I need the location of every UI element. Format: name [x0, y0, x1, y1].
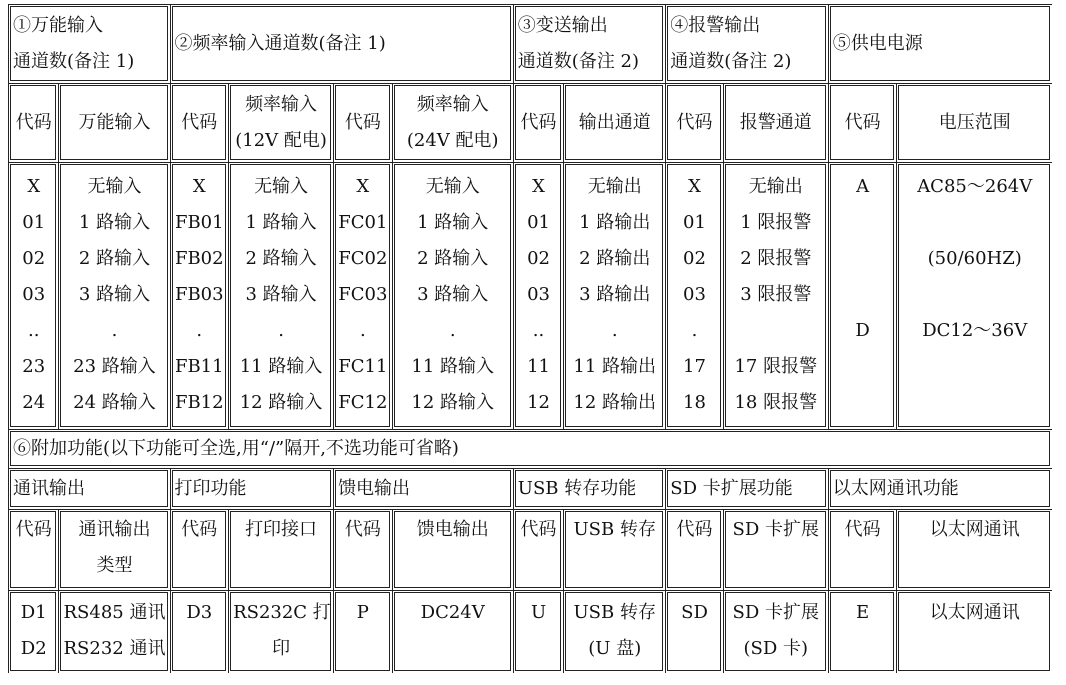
- table-cell: 2 路输入: [78, 248, 151, 269]
- table-cell: 23: [22, 356, 46, 377]
- section-title: [513, 4, 665, 83]
- column-header-line: 报警通道: [739, 112, 812, 133]
- section-title-line: 通道数(备注 2): [670, 51, 792, 72]
- table-cell: 17: [683, 356, 706, 377]
- feature-value-cell: [896, 590, 1052, 673]
- table-cell: 2 限报警: [740, 248, 812, 269]
- feature-value-cell: [828, 590, 897, 673]
- data-column: [723, 162, 828, 429]
- feature-header-line: SD 卡扩展: [732, 519, 820, 540]
- column-header: [228, 83, 333, 162]
- table-cell: 11 路输出: [573, 356, 657, 377]
- feature-header-line: 代码: [844, 519, 881, 540]
- feature-value-cell: [392, 590, 513, 673]
- section-title: [8, 4, 170, 83]
- feature-column-header: [333, 509, 392, 590]
- feature-value-cell: [170, 590, 229, 673]
- feature-value-cell: [665, 590, 723, 673]
- table-cell: 1 限报警: [740, 212, 812, 233]
- table-cell: D: [855, 320, 870, 341]
- column-header-line: 代码: [844, 112, 881, 133]
- column-header: [828, 83, 897, 162]
- section-title-line: ①万能输入: [13, 15, 103, 36]
- table-cell: 无输入: [87, 176, 142, 197]
- model-selection-table: [8, 4, 1052, 673]
- feature-header-line: 代码: [344, 519, 381, 540]
- section-title-line: ⑤供电电源: [832, 33, 923, 54]
- section-title-line: ③变送输出: [517, 15, 608, 36]
- feature-column-header: [513, 509, 563, 590]
- feature-value-cell: [228, 590, 333, 673]
- table-cell: X: [27, 176, 41, 197]
- table-cell: A: [856, 176, 870, 197]
- feature-value-line: E: [856, 602, 870, 623]
- table-cell: .: [196, 320, 203, 341]
- column-header-line: 代码: [15, 112, 52, 133]
- column-header-line: 代码: [344, 112, 381, 133]
- table-cell: 2 路输入: [245, 248, 317, 269]
- table-cell: X: [532, 176, 545, 197]
- data-column: [333, 162, 392, 429]
- column-header-line: 频率输入: [416, 94, 489, 115]
- table-cell: 23 路输入: [73, 356, 156, 377]
- feature-value-cell: [513, 590, 563, 673]
- table-cell: 无输出: [587, 176, 642, 197]
- data-column: [513, 162, 563, 429]
- data-column: [563, 162, 665, 429]
- feature-column-header: [228, 509, 333, 590]
- section-title: [170, 4, 513, 83]
- table-cell: ..: [28, 320, 40, 341]
- feature-column-header: [665, 509, 723, 590]
- table-cell: FB02: [174, 248, 224, 269]
- table-cell: FB11: [174, 356, 224, 377]
- table-cell: FC02: [338, 248, 388, 269]
- column-header-line: (24V 配电): [406, 130, 499, 151]
- column-header: [333, 83, 392, 162]
- table-cell: 02: [22, 248, 46, 269]
- column-header-line: 电压范围: [938, 112, 1011, 133]
- additional-functions-note: ⑥附加功能(以下功能可全选,用“/”隔开,不选功能可省略): [8, 429, 1052, 468]
- table-cell: X: [192, 176, 206, 197]
- feature-value-line: RS232 通讯: [63, 638, 166, 659]
- table-cell: X: [356, 176, 370, 197]
- feature-title: USB 转存功能: [513, 468, 665, 509]
- column-header-line: 万能输入: [78, 112, 151, 133]
- table-cell: 12 路输出: [573, 392, 657, 413]
- column-header: [563, 83, 665, 162]
- section-title-line: 通道数(备注 1): [13, 51, 135, 72]
- feature-column-header: [563, 509, 665, 590]
- feature-column-header: [723, 509, 828, 590]
- feature-column-header: [828, 509, 897, 590]
- table-cell: 3 路输入: [78, 284, 151, 305]
- feature-header-line: 以太网通讯: [929, 519, 1020, 540]
- feature-value-cell: [8, 590, 58, 673]
- data-column: [170, 162, 229, 429]
- column-header: [896, 83, 1052, 162]
- table-cell: 01: [683, 212, 706, 233]
- table-cell: .: [611, 320, 618, 341]
- data-column: [392, 162, 513, 429]
- table-cell: DC12～36V: [922, 320, 1028, 341]
- table-cell: 02: [683, 248, 706, 269]
- table-cell: 11 路输入: [239, 356, 323, 377]
- feature-column-header: [392, 509, 513, 590]
- table-cell: 12 路输入: [239, 392, 323, 413]
- feature-column-header: [170, 509, 229, 590]
- column-header: [58, 83, 169, 162]
- table-cell: (50/60HZ): [927, 248, 1022, 269]
- feature-value-line: U: [530, 602, 547, 623]
- column-header-line: (12V 配电): [235, 130, 327, 151]
- table-cell: .: [691, 320, 698, 341]
- table-cell: FB01: [174, 212, 224, 233]
- table-cell: ..: [532, 320, 545, 341]
- feature-title: 馈电输出: [333, 468, 513, 509]
- table-cell: [901, 385, 1048, 421]
- table-cell: AC85～264V: [917, 176, 1033, 197]
- table-cell: FC12: [338, 392, 388, 413]
- data-column: [828, 162, 897, 429]
- table-cell: X: [688, 176, 701, 197]
- table-cell: 无输入: [425, 176, 480, 197]
- table-cell: 1 路输入: [78, 212, 151, 233]
- feature-value-line: DC24V: [420, 602, 485, 623]
- feature-column-header: [58, 509, 169, 590]
- feature-header-line: 代码: [15, 519, 52, 540]
- table-cell: 17 限报警: [734, 356, 818, 377]
- feature-value-line: 以太网通讯: [929, 602, 1020, 623]
- section-title-line: ④报警输出: [670, 15, 761, 36]
- section-title-line: ②频率输入通道数(备注 1): [174, 33, 386, 54]
- feature-value-line: P: [356, 602, 369, 623]
- table-cell: 无输出: [748, 176, 803, 197]
- feature-value-line: D1: [20, 602, 47, 623]
- table-cell: .: [449, 320, 456, 341]
- table-cell: 3 路输入: [417, 284, 489, 305]
- column-header-line: 频率输入: [245, 94, 318, 115]
- feature-header-line: 通讯输出: [78, 519, 151, 540]
- feature-value-line: 印: [272, 638, 291, 659]
- table-cell: 01: [22, 212, 46, 233]
- table-cell: [901, 277, 1048, 313]
- column-header: [665, 83, 723, 162]
- section-title: [828, 4, 1052, 83]
- feature-header-line: 打印接口: [245, 519, 318, 540]
- table-cell: FC01: [338, 212, 388, 233]
- feature-header-line: 类型: [96, 555, 133, 576]
- table-cell: [833, 277, 893, 313]
- data-column: [8, 162, 58, 429]
- feature-value-line: D2: [20, 638, 47, 659]
- table-cell: 24 路输入: [73, 392, 156, 413]
- column-header: [513, 83, 563, 162]
- table-cell: 03: [527, 284, 550, 305]
- feature-title: 打印功能: [170, 468, 334, 509]
- feature-value-line: USB 转存: [573, 602, 656, 623]
- table-cell: 12 路输入: [411, 392, 495, 413]
- section-title-line: 通道数(备注 2): [517, 51, 640, 72]
- column-header-line: 输出通道: [578, 112, 651, 133]
- column-header: [170, 83, 229, 162]
- data-column: [58, 162, 169, 429]
- feature-value-line: SD: [681, 602, 708, 623]
- table-cell: FB03: [174, 284, 224, 305]
- table-cell: 无输入: [254, 176, 309, 197]
- feature-value-line: SD 卡扩展: [732, 602, 820, 623]
- table-cell: FC11: [338, 356, 388, 377]
- table-cell: 3 限报警: [740, 284, 812, 305]
- table-cell: 3 路输入: [245, 284, 317, 305]
- table-cell: [901, 205, 1048, 241]
- feature-value-line: RS485 通讯: [63, 602, 166, 623]
- table-cell: 3 路输出: [579, 284, 651, 305]
- column-header: [392, 83, 513, 162]
- data-column: [665, 162, 723, 429]
- table-cell: 02: [527, 248, 550, 269]
- table-cell: 03: [22, 284, 46, 305]
- feature-title: 通讯输出: [8, 468, 170, 509]
- table-cell: 18 限报警: [734, 392, 818, 413]
- table-cell: FC03: [338, 284, 388, 305]
- feature-value-cell: [563, 590, 665, 673]
- table-cell: .: [111, 320, 118, 341]
- table-cell: [833, 385, 893, 421]
- feature-title: 以太网通讯功能: [828, 468, 1052, 509]
- table-cell: 24: [22, 392, 46, 413]
- feature-value-line: (SD 卡): [743, 638, 809, 659]
- table-cell: 11: [527, 356, 550, 377]
- table-cell: 18: [683, 392, 706, 413]
- data-column: [896, 162, 1052, 429]
- column-header: [723, 83, 828, 162]
- table-cell: .: [278, 320, 284, 341]
- table-cell: 1 路输入: [417, 212, 489, 233]
- table-cell: 1 路输入: [245, 212, 317, 233]
- feature-header-line: 馈电输出: [416, 519, 489, 540]
- table-cell: 12: [527, 392, 550, 413]
- table-cell: 03: [683, 284, 706, 305]
- feature-value-line: D3: [186, 602, 213, 623]
- table-cell: 01: [527, 212, 550, 233]
- table-cell: 11 路输入: [411, 356, 495, 377]
- feature-header-line: 代码: [520, 519, 557, 540]
- table-cell: 2 路输出: [579, 248, 651, 269]
- column-header-line: 代码: [181, 112, 218, 133]
- feature-header-line: 代码: [181, 519, 218, 540]
- column-header-line: 代码: [676, 112, 713, 133]
- table-cell: [833, 205, 893, 241]
- feature-value-line: (U 盘): [588, 638, 642, 659]
- feature-header-line: 代码: [676, 519, 713, 540]
- table-cell: [833, 241, 893, 277]
- table-cell: [833, 349, 893, 385]
- table-cell: .: [359, 320, 366, 341]
- feature-title: SD 卡扩展功能: [665, 468, 828, 509]
- table-cell: [728, 313, 824, 349]
- feature-column-header: [896, 509, 1052, 590]
- table-cell: [901, 349, 1048, 385]
- feature-header-line: USB 转存: [573, 519, 656, 540]
- feature-value-cell: [333, 590, 392, 673]
- table-cell: FB12: [174, 392, 224, 413]
- table-cell: 1 路输出: [579, 212, 651, 233]
- feature-value-line: RS232C 打: [233, 602, 331, 623]
- feature-value-cell: [58, 590, 169, 673]
- column-header-line: 代码: [520, 112, 557, 133]
- table-cell: 2 路输入: [417, 248, 489, 269]
- feature-column-header: [8, 509, 58, 590]
- data-column: [228, 162, 333, 429]
- section-title: [665, 4, 828, 83]
- column-header: [8, 83, 58, 162]
- feature-value-cell: [723, 590, 828, 673]
